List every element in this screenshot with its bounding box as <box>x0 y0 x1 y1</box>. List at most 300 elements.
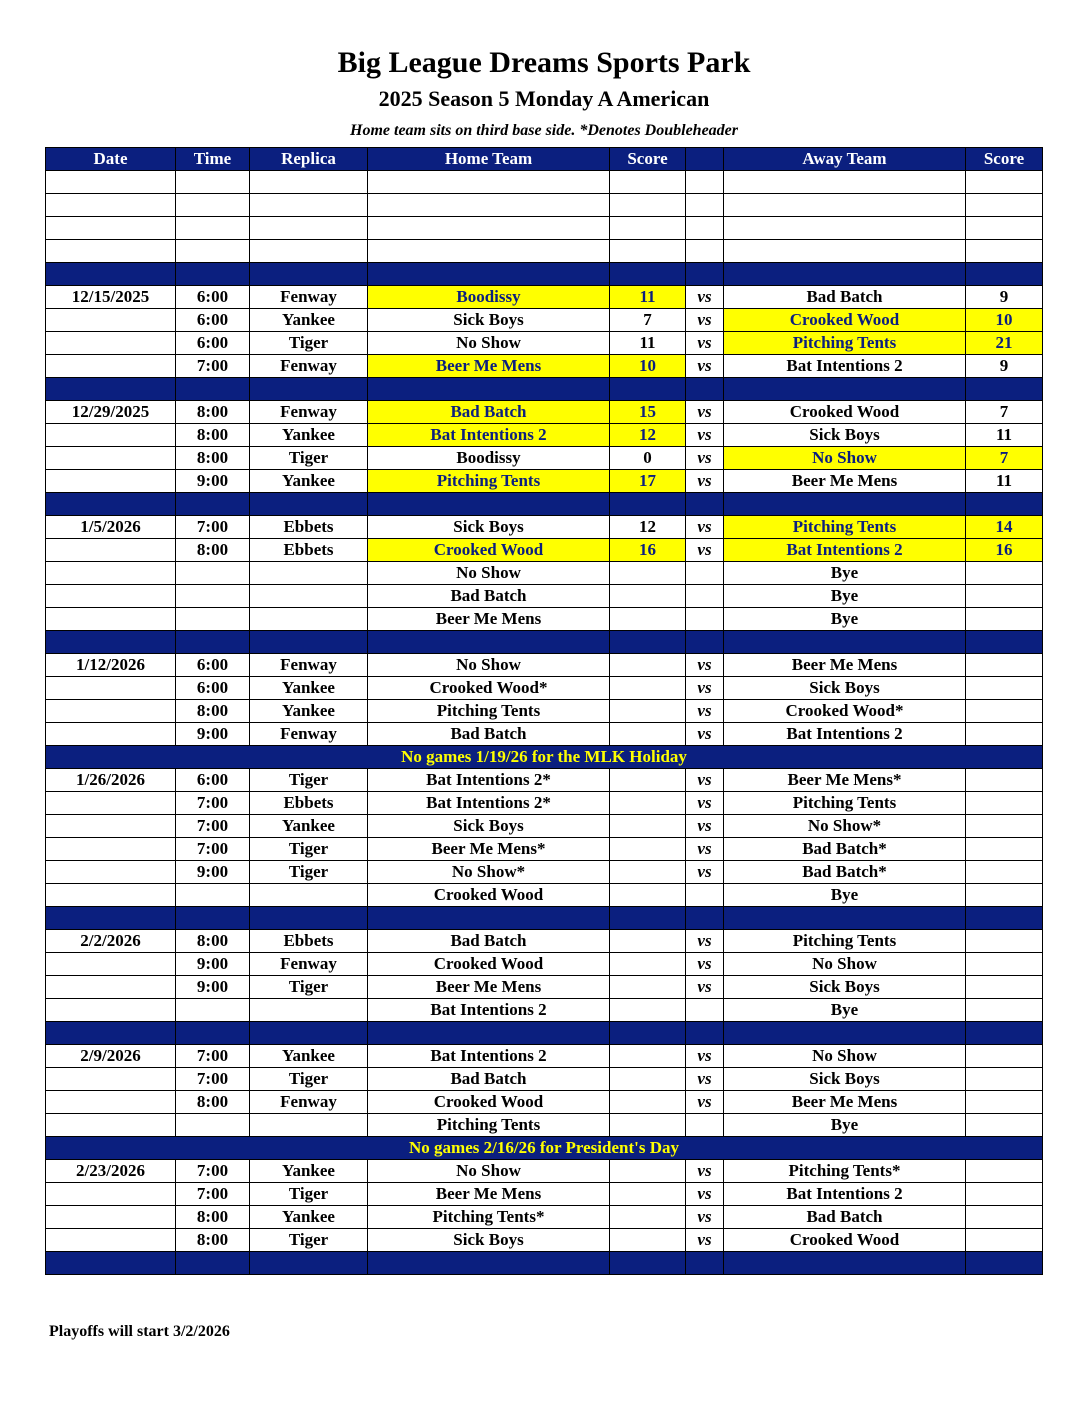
cell-away-team: Bad Batch <box>724 286 966 309</box>
separator-cell <box>610 493 686 516</box>
cell-away-score: 10 <box>966 309 1043 332</box>
cell-home-team: No Show* <box>368 861 610 884</box>
cell-time <box>176 585 250 608</box>
cell-home-team: Bad Batch <box>368 1068 610 1091</box>
cell-date <box>46 884 176 907</box>
cell-time <box>176 884 250 907</box>
cell-away-score <box>966 930 1043 953</box>
separator-cell <box>966 907 1043 930</box>
separator-cell <box>176 378 250 401</box>
cell-away-score <box>966 1068 1043 1091</box>
cell-vs: vs <box>686 332 724 355</box>
cell-away-team: Beer Me Mens <box>724 654 966 677</box>
cell-home-team: No Show <box>368 332 610 355</box>
cell-away-team: Bad Batch* <box>724 861 966 884</box>
cell-home-score <box>610 953 686 976</box>
cell-away-score <box>966 1183 1043 1206</box>
cell-home-team: Pitching Tents* <box>368 1206 610 1229</box>
game-row <box>46 769 1043 792</box>
cell-away-team: Sick Boys <box>724 677 966 700</box>
cell-vs: vs <box>686 355 724 378</box>
empty-cell <box>686 217 724 240</box>
cell-away-score: 11 <box>966 424 1043 447</box>
game-row <box>46 608 1043 631</box>
cell-home-score <box>610 769 686 792</box>
separator-cell <box>46 631 176 654</box>
cell-away-score <box>966 654 1043 677</box>
game-row <box>46 999 1043 1022</box>
cell-replica: Tiger <box>250 447 368 470</box>
game-row <box>46 539 1043 562</box>
game-row <box>46 447 1043 470</box>
cell-away-team: Pitching Tents <box>724 792 966 815</box>
cell-date <box>46 792 176 815</box>
cell-date: 12/29/2025 <box>46 401 176 424</box>
cell-time: 7:00 <box>176 838 250 861</box>
cell-away-team: Bye <box>724 1114 966 1137</box>
cell-vs: vs <box>686 309 724 332</box>
cell-time: 7:00 <box>176 1183 250 1206</box>
separator-cell <box>966 631 1043 654</box>
separator-cell <box>686 493 724 516</box>
cell-time: 8:00 <box>176 1229 250 1252</box>
cell-away-score <box>966 861 1043 884</box>
header-home-score: Score <box>610 148 686 171</box>
separator-cell <box>176 1252 250 1275</box>
cell-date <box>46 677 176 700</box>
playoffs-note: Playoffs will start 3/2/2026 <box>49 1323 230 1340</box>
empty-cell <box>610 194 686 217</box>
separator-cell <box>966 1022 1043 1045</box>
header-vs <box>686 148 724 171</box>
game-row <box>46 861 1043 884</box>
cell-away-score <box>966 769 1043 792</box>
cell-away-team: Beer Me Mens* <box>724 769 966 792</box>
cell-home-team: Bat Intentions 2* <box>368 769 610 792</box>
empty-cell <box>368 217 610 240</box>
week-separator-row <box>46 263 1043 286</box>
empty-cell <box>368 240 610 263</box>
cell-vs: vs <box>686 1045 724 1068</box>
cell-vs: vs <box>686 792 724 815</box>
header-away-score: Score <box>966 148 1043 171</box>
cell-replica: Fenway <box>250 401 368 424</box>
cell-home-score <box>610 884 686 907</box>
header-row <box>46 148 1043 171</box>
cell-date: 2/23/2026 <box>46 1160 176 1183</box>
empty-cell <box>176 240 250 263</box>
cell-home-team: No Show <box>368 562 610 585</box>
cell-home-score <box>610 1206 686 1229</box>
cell-time: 8:00 <box>176 1206 250 1229</box>
cell-away-team: Beer Me Mens <box>724 1091 966 1114</box>
cell-date <box>46 1068 176 1091</box>
cell-away-team: Sick Boys <box>724 1068 966 1091</box>
cell-home-team: Sick Boys <box>368 309 610 332</box>
empty-cell <box>250 240 368 263</box>
cell-away-team: Bat Intentions 2 <box>724 723 966 746</box>
cell-date <box>46 1183 176 1206</box>
cell-time <box>176 562 250 585</box>
cell-away-score <box>966 953 1043 976</box>
cell-away-team: Bat Intentions 2 <box>724 1183 966 1206</box>
header-replica: Replica <box>250 148 368 171</box>
cell-date <box>46 700 176 723</box>
cell-vs: vs <box>686 401 724 424</box>
cell-home-score <box>610 1183 686 1206</box>
cell-away-score: 16 <box>966 539 1043 562</box>
empty-cell <box>610 171 686 194</box>
separator-cell <box>724 493 966 516</box>
cell-home-score: 11 <box>610 286 686 309</box>
cell-home-team: Bad Batch <box>368 401 610 424</box>
cell-time: 6:00 <box>176 769 250 792</box>
cell-replica: Fenway <box>250 286 368 309</box>
game-row <box>46 930 1043 953</box>
game-row <box>46 1045 1043 1068</box>
game-row <box>46 815 1043 838</box>
empty-row <box>46 171 1043 194</box>
cell-home-score <box>610 999 686 1022</box>
separator-cell <box>46 493 176 516</box>
game-row <box>46 884 1043 907</box>
cell-time: 9:00 <box>176 861 250 884</box>
cell-home-score <box>610 677 686 700</box>
cell-time: 8:00 <box>176 401 250 424</box>
cell-away-score <box>966 677 1043 700</box>
separator-cell <box>250 1022 368 1045</box>
cell-away-team: Bat Intentions 2 <box>724 539 966 562</box>
cell-time <box>176 999 250 1022</box>
game-row <box>46 1160 1043 1183</box>
cell-replica: Yankee <box>250 424 368 447</box>
cell-date <box>46 1206 176 1229</box>
separator-cell <box>46 263 176 286</box>
empty-cell <box>966 240 1043 263</box>
empty-cell <box>610 240 686 263</box>
separator-cell <box>250 907 368 930</box>
header-date: Date <box>46 148 176 171</box>
cell-home-team: Crooked Wood <box>368 1091 610 1114</box>
cell-vs: vs <box>686 861 724 884</box>
cell-home-team: Pitching Tents <box>368 470 610 493</box>
cell-home-score <box>610 815 686 838</box>
cell-time: 6:00 <box>176 654 250 677</box>
empty-cell <box>176 194 250 217</box>
empty-cell <box>176 171 250 194</box>
cell-away-score <box>966 585 1043 608</box>
separator-cell <box>250 631 368 654</box>
separator-cell <box>368 263 610 286</box>
separator-cell <box>610 631 686 654</box>
cell-date <box>46 999 176 1022</box>
game-row <box>46 1229 1043 1252</box>
separator-cell <box>610 263 686 286</box>
game-row <box>46 723 1043 746</box>
cell-replica: Tiger <box>250 838 368 861</box>
cell-home-team: Bad Batch <box>368 585 610 608</box>
cell-replica: Yankee <box>250 700 368 723</box>
cell-home-score <box>610 861 686 884</box>
cell-home-score <box>610 838 686 861</box>
empty-cell <box>46 240 176 263</box>
cell-time: 8:00 <box>176 539 250 562</box>
holiday-banner-row <box>46 746 1043 769</box>
separator-cell <box>686 1252 724 1275</box>
empty-cell <box>46 217 176 240</box>
cell-date: 12/15/2025 <box>46 286 176 309</box>
cell-replica <box>250 999 368 1022</box>
cell-home-score <box>610 562 686 585</box>
cell-time: 6:00 <box>176 677 250 700</box>
cell-vs: vs <box>686 1229 724 1252</box>
cell-away-team: Pitching Tents <box>724 332 966 355</box>
cell-vs: vs <box>686 539 724 562</box>
separator-cell <box>724 378 966 401</box>
cell-replica: Fenway <box>250 953 368 976</box>
cell-away-score <box>966 1091 1043 1114</box>
game-row <box>46 516 1043 539</box>
separator-cell <box>610 1252 686 1275</box>
cell-date: 2/2/2026 <box>46 930 176 953</box>
cell-time: 7:00 <box>176 815 250 838</box>
game-row <box>46 792 1043 815</box>
cell-home-team: Bat Intentions 2* <box>368 792 610 815</box>
cell-home-score <box>610 700 686 723</box>
cell-date: 1/12/2026 <box>46 654 176 677</box>
cell-away-score <box>966 815 1043 838</box>
empty-cell <box>46 171 176 194</box>
cell-home-team: Beer Me Mens <box>368 976 610 999</box>
cell-away-team: Crooked Wood <box>724 1229 966 1252</box>
cell-home-team: Bad Batch <box>368 930 610 953</box>
cell-replica: Ebbets <box>250 539 368 562</box>
cell-replica <box>250 884 368 907</box>
cell-home-team: Boodissy <box>368 447 610 470</box>
cell-home-score: 7 <box>610 309 686 332</box>
cell-date <box>46 723 176 746</box>
cell-away-score: 11 <box>966 470 1043 493</box>
cell-replica: Yankee <box>250 470 368 493</box>
empty-cell <box>46 194 176 217</box>
cell-home-team: Bad Batch <box>368 723 610 746</box>
cell-time: 8:00 <box>176 447 250 470</box>
cell-replica: Tiger <box>250 861 368 884</box>
cell-home-score <box>610 654 686 677</box>
cell-home-team: Crooked Wood <box>368 884 610 907</box>
game-row <box>46 1068 1043 1091</box>
holiday-banner-row <box>46 1137 1043 1160</box>
cell-vs: vs <box>686 447 724 470</box>
cell-time: 7:00 <box>176 516 250 539</box>
cell-vs: vs <box>686 815 724 838</box>
cell-vs: vs <box>686 1160 724 1183</box>
cell-away-score <box>966 792 1043 815</box>
cell-replica: Tiger <box>250 1183 368 1206</box>
separator-cell <box>368 493 610 516</box>
empty-cell <box>724 217 966 240</box>
cell-away-score <box>966 1229 1043 1252</box>
cell-away-score: 21 <box>966 332 1043 355</box>
cell-date <box>46 332 176 355</box>
cell-replica <box>250 585 368 608</box>
cell-away-team: Bad Batch* <box>724 838 966 861</box>
cell-vs: vs <box>686 723 724 746</box>
cell-date: 1/5/2026 <box>46 516 176 539</box>
empty-cell <box>724 171 966 194</box>
cell-vs <box>686 562 724 585</box>
cell-away-team: No Show* <box>724 815 966 838</box>
separator-cell <box>176 263 250 286</box>
cell-time: 6:00 <box>176 332 250 355</box>
cell-away-score <box>966 1160 1043 1183</box>
cell-home-score: 0 <box>610 447 686 470</box>
cell-time: 7:00 <box>176 355 250 378</box>
empty-cell <box>610 217 686 240</box>
separator-cell <box>250 493 368 516</box>
cell-vs: vs <box>686 1068 724 1091</box>
cell-date <box>46 562 176 585</box>
page-title: Big League Dreams Sports Park <box>337 46 751 79</box>
cell-away-score <box>966 562 1043 585</box>
header-home-team: Home Team <box>368 148 610 171</box>
separator-cell <box>610 378 686 401</box>
game-row <box>46 286 1043 309</box>
cell-date <box>46 1229 176 1252</box>
cell-away-team: Bad Batch <box>724 1206 966 1229</box>
empty-cell <box>250 171 368 194</box>
game-row <box>46 1091 1043 1114</box>
game-row <box>46 332 1043 355</box>
cell-replica <box>250 608 368 631</box>
cell-replica <box>250 1114 368 1137</box>
separator-cell <box>46 378 176 401</box>
cell-home-team: No Show <box>368 654 610 677</box>
cell-away-team: Bye <box>724 585 966 608</box>
holiday-banner: No games 2/16/26 for President's Day <box>46 1137 1043 1160</box>
cell-home-team: Bat Intentions 2 <box>368 424 610 447</box>
cell-home-team: Boodissy <box>368 286 610 309</box>
separator-cell <box>686 263 724 286</box>
schedule-table <box>45 147 1043 1275</box>
header-away-team: Away Team <box>724 148 966 171</box>
cell-replica: Yankee <box>250 677 368 700</box>
cell-home-team: Pitching Tents <box>368 1114 610 1137</box>
cell-replica: Yankee <box>250 1206 368 1229</box>
cell-away-score <box>966 838 1043 861</box>
cell-away-team: Pitching Tents <box>724 516 966 539</box>
empty-row <box>46 240 1043 263</box>
cell-date <box>46 309 176 332</box>
game-row <box>46 700 1043 723</box>
cell-date <box>46 447 176 470</box>
cell-time: 9:00 <box>176 953 250 976</box>
cell-home-score: 15 <box>610 401 686 424</box>
cell-vs <box>686 1114 724 1137</box>
game-row <box>46 424 1043 447</box>
separator-cell <box>966 493 1043 516</box>
cell-replica: Ebbets <box>250 516 368 539</box>
game-row <box>46 355 1043 378</box>
cell-replica: Yankee <box>250 815 368 838</box>
empty-cell <box>250 194 368 217</box>
cell-date <box>46 539 176 562</box>
cell-home-score <box>610 976 686 999</box>
cell-away-team: No Show <box>724 447 966 470</box>
cell-date <box>46 976 176 999</box>
cell-home-team: Crooked Wood <box>368 953 610 976</box>
cell-replica: Yankee <box>250 1160 368 1183</box>
week-separator-row <box>46 631 1043 654</box>
cell-replica: Tiger <box>250 976 368 999</box>
empty-cell <box>686 240 724 263</box>
week-separator-row <box>46 907 1043 930</box>
cell-vs <box>686 608 724 631</box>
game-row <box>46 677 1043 700</box>
cell-date <box>46 953 176 976</box>
game-row <box>46 838 1043 861</box>
cell-home-score <box>610 585 686 608</box>
cell-home-team: Crooked Wood <box>368 539 610 562</box>
empty-cell <box>250 217 368 240</box>
cell-replica: Ebbets <box>250 930 368 953</box>
cell-date <box>46 1114 176 1137</box>
cell-replica: Fenway <box>250 1091 368 1114</box>
separator-cell <box>724 631 966 654</box>
cell-vs: vs <box>686 286 724 309</box>
page-subtitle: 2025 Season 5 Monday A American <box>378 86 710 111</box>
cell-replica <box>250 562 368 585</box>
cell-home-score <box>610 1068 686 1091</box>
game-row <box>46 1206 1043 1229</box>
cell-away-score: 14 <box>966 516 1043 539</box>
cell-away-team: Sick Boys <box>724 424 966 447</box>
cell-away-team: Bye <box>724 608 966 631</box>
game-row <box>46 654 1043 677</box>
cell-time: 7:00 <box>176 1160 250 1183</box>
game-row <box>46 401 1043 424</box>
empty-cell <box>368 194 610 217</box>
game-row <box>46 309 1043 332</box>
cell-vs: vs <box>686 470 724 493</box>
separator-cell <box>724 1252 966 1275</box>
separator-cell <box>686 378 724 401</box>
separator-cell <box>686 631 724 654</box>
cell-home-team: No Show <box>368 1160 610 1183</box>
cell-away-team: Bye <box>724 999 966 1022</box>
empty-cell <box>686 171 724 194</box>
cell-home-score <box>610 608 686 631</box>
cell-date <box>46 470 176 493</box>
empty-cell <box>966 194 1043 217</box>
cell-home-team: Crooked Wood* <box>368 677 610 700</box>
cell-away-score <box>966 976 1043 999</box>
cell-time: 7:00 <box>176 792 250 815</box>
separator-cell <box>610 907 686 930</box>
empty-row <box>46 194 1043 217</box>
cell-vs: vs <box>686 838 724 861</box>
cell-time <box>176 608 250 631</box>
separator-cell <box>368 907 610 930</box>
cell-replica: Fenway <box>250 355 368 378</box>
cell-away-team: Sick Boys <box>724 976 966 999</box>
cell-date <box>46 424 176 447</box>
separator-cell <box>176 493 250 516</box>
empty-cell <box>176 217 250 240</box>
cell-date <box>46 861 176 884</box>
cell-away-team: Beer Me Mens <box>724 470 966 493</box>
cell-home-score: 16 <box>610 539 686 562</box>
